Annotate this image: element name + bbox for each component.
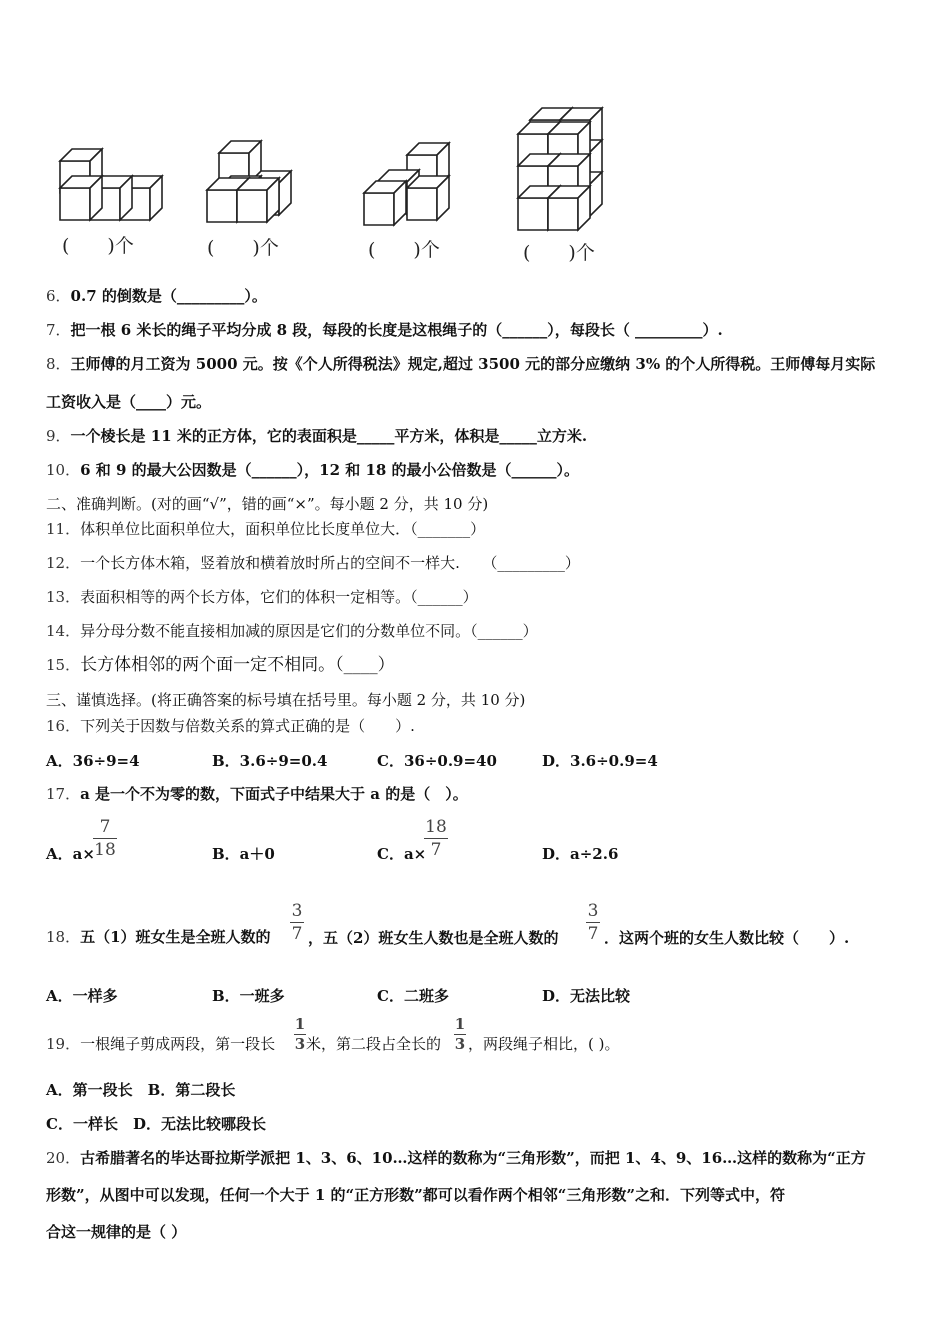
question-8-line-2: 工资收入是（____）元。 [46, 393, 212, 411]
question-20-line-2: 形数”，从图中可以发现，任何一个大于 1 的“正方形数”都可以看作两个相邻“三角形数”之和．下列等式中，符 [46, 1186, 786, 1204]
numerator: 3 [291, 901, 303, 921]
caption-figure-4: ( )个 [523, 242, 595, 264]
q18-option-a: A．一样多 [46, 987, 118, 1005]
cube-figure-3 [364, 143, 449, 225]
question-text: 王师傅的月工资为 5000 元。按《个人所得税法》规定,超过 3500 元的部分应缴纳 3% 的个人所得税。王师傅每月实际 [70, 355, 876, 373]
question-20 [46, 1148, 866, 1168]
question-text: 一根绳子剪成两段，第一段长 [80, 1035, 276, 1053]
question-text: 一个棱长是 11 米的正方体，它的表面积是_____平方米，体积是_____立方米. [70, 427, 588, 445]
question-number: 14． [46, 622, 81, 640]
q18-option-d: D．无法比较 [542, 987, 631, 1005]
numerator: 1 [294, 1015, 306, 1033]
question-18-part-2: ，五（2）班女生人数也是全班人数的 [308, 929, 559, 947]
q16-option-c: C．36÷0.9=40 [377, 752, 497, 770]
question-number: 9． [46, 427, 71, 445]
question-text: 下列关于因数与倍数关系的算式正确的是（ ）. [80, 717, 415, 735]
question-8 [46, 354, 875, 374]
question-number: 12． [46, 554, 81, 572]
numerator: 7 [99, 817, 111, 837]
denominator: 3 [454, 1035, 466, 1053]
q18-option-b: B．一班多 [212, 987, 285, 1005]
question-text: 异分母分数不能直接相加减的原因是它们的分数单位不同。（______） [80, 622, 538, 640]
q19-fraction-1 [294, 1016, 306, 1053]
question-9 [46, 426, 587, 446]
denominator: 7 [291, 924, 303, 944]
q19-fraction-2 [454, 1016, 466, 1053]
question-15 [46, 655, 395, 675]
question-7 [46, 320, 723, 340]
question-text: a 是一个不为零的数，下面式子中结果大于 a 的是（ ）。 [80, 785, 468, 803]
question-text: 一个长方体木箱，竖着放和横着放时所占的空间不一样大. （_________） [80, 554, 580, 572]
q17-option-d: D．a÷2.6 [542, 845, 619, 863]
q19-options-line-1: A．第一段长 B．第二段长 [46, 1081, 236, 1099]
q19-options-line-2: C．一样长 D．无法比较哪段长 [46, 1115, 266, 1133]
question-number: 18． [46, 928, 81, 946]
question-text: 五（1）班女生是全班人数的 [80, 928, 271, 946]
denominator: 18 [94, 840, 116, 860]
question-number: 13． [46, 588, 81, 606]
question-number: 16． [46, 717, 81, 735]
denominator: 7 [587, 924, 599, 944]
q17-option-a: A．a× [46, 845, 95, 863]
cube-figure-2 [207, 141, 291, 222]
q16-option-b: B．3.6÷9=0.4 [212, 752, 328, 770]
question-text: 把一根 6 米长的绳子平均分成 8 段，每段的长度是这根绳子的（______），每段长（ _________）. [70, 321, 723, 339]
question-text: 表面积相等的两个长方体，它们的体积一定相等。（______） [80, 588, 478, 606]
q17-fraction-a [93, 817, 117, 860]
q17-option-b: B．a＋0 [212, 845, 275, 863]
question-19 [46, 1033, 275, 1054]
cube-figure-4 [518, 108, 602, 230]
q18-fraction-2 [586, 901, 600, 944]
question-number: 7． [46, 321, 71, 339]
cube-figure-1 [60, 149, 162, 220]
caption-figure-1: ( )个 [62, 235, 134, 257]
question-11 [46, 519, 485, 539]
numerator: 3 [587, 901, 599, 921]
question-19-part-2: 米，第二段占全长的 [306, 1035, 442, 1053]
question-text: 古希腊著名的毕达哥拉斯学派把 1、3、6、10…这样的数称为“三角形数”，而把 1、4、9、16…这样的数称为“正方 [80, 1149, 866, 1167]
question-number: 17． [46, 785, 81, 803]
question-text: 0.7 的倒数是（_________）。 [70, 287, 267, 305]
question-18-part-3: ．这两个班的女生人数比较（ ）. [604, 929, 850, 947]
denominator: 3 [294, 1035, 306, 1053]
question-19-part-3: ，两段绳子相比，( )。 [468, 1035, 620, 1053]
q17-option-c: C．a× [377, 845, 427, 863]
question-number: 15． [46, 656, 81, 674]
question-13 [46, 587, 478, 607]
question-text: 6 和 9 的最大公因数是（______），12 和 18 的最小公倍数是（______）。 [80, 461, 580, 479]
question-20-line-3: 合这一规律的是（ ） [46, 1223, 187, 1241]
q18-option-c: C．二班多 [377, 987, 449, 1005]
denominator: 7 [430, 840, 442, 860]
numerator: 18 [425, 817, 447, 837]
question-6 [46, 286, 267, 306]
question-number: 8． [46, 355, 71, 373]
q18-fraction-1 [290, 901, 304, 944]
question-16 [46, 716, 415, 736]
question-text: 长方体相邻的两个面一定不相同。（____） [80, 655, 395, 675]
question-number: 20． [46, 1149, 81, 1167]
section-3-title: 三、谨慎选择。(将正确答案的标号填在括号里。每小题 2 分，共 10 分) [46, 691, 526, 709]
question-17 [46, 784, 468, 804]
cube-figures [0, 0, 950, 270]
section-2-title: 二、准确判断。(对的画“√”，错的画“×”。每小题 2 分，共 10 分) [46, 495, 489, 513]
question-10 [46, 460, 579, 480]
q17-fraction-c [424, 817, 448, 860]
question-number: 6． [46, 287, 71, 305]
question-text: 体积单位比面积单位大，面积单位比长度单位大．（_______） [80, 520, 486, 538]
question-number: 10． [46, 461, 81, 479]
question-18 [46, 927, 271, 947]
question-number: 19． [46, 1035, 81, 1053]
question-12 [46, 553, 580, 573]
caption-figure-3: ( )个 [368, 239, 440, 261]
question-number: 11． [46, 520, 81, 538]
q16-option-a: A．36÷9=4 [46, 752, 140, 770]
q16-option-d: D．3.6÷0.9=4 [542, 752, 658, 770]
numerator: 1 [454, 1015, 466, 1033]
question-14 [46, 621, 538, 641]
caption-figure-2: ( )个 [207, 237, 279, 259]
